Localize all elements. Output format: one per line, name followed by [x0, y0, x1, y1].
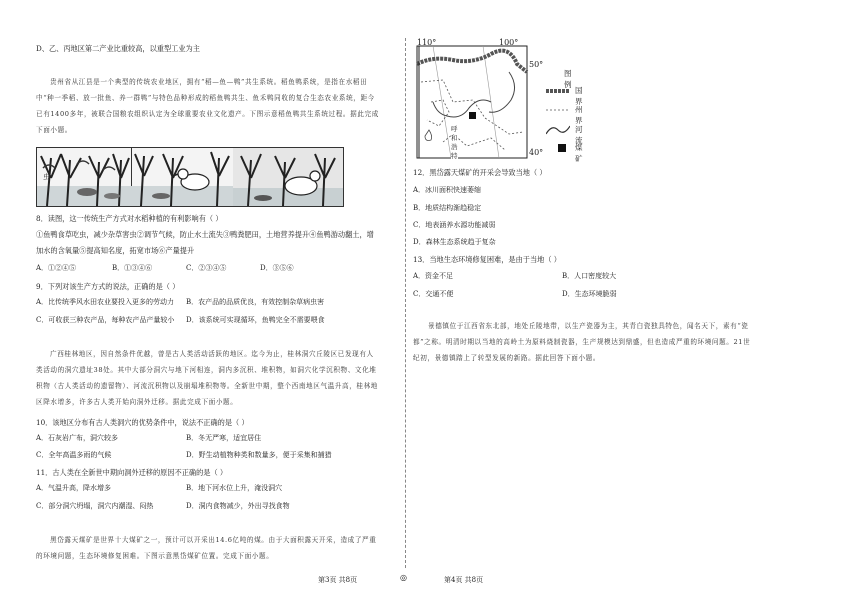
legend-river-icon	[546, 124, 570, 136]
passage2-line-2: 类活动的洞穴遗址38处。其中大部分洞穴与地下河相连，洞内多沉积、堆积物，如洞穴化学沉积物、文化堆	[36, 366, 377, 374]
q11-option-a[interactable]: A．气温升高，降水增多	[36, 484, 112, 492]
q8-detail-line-2: 加水的含氧量⑤提高知名度，拓宽市场⑥产量提升	[36, 246, 195, 255]
insect-label: 虫	[43, 173, 50, 181]
left-page	[0, 0, 405, 608]
passage1-line-3: 已有1400多年，被联合国粮农组织认定为全球重要农业文化遗产。下图示意稻鱼鸭共生系统过程。据此完成	[36, 110, 379, 118]
passage4-line-3: 纪初，景德镇踏上了转型发展的新路。据此回答下面小题。	[413, 354, 601, 362]
passage1-line-2: 中“种一季稻、放一批鱼、养一群鸭”与特色品种形成的稻鱼鸭共生、鱼禾鸭同收的复合生态农业系统，距今	[36, 94, 375, 102]
q10-option-a[interactable]: A．石灰岩广布，洞穴较多	[36, 434, 119, 442]
q13-option-d[interactable]: D．生态环境脆弱	[562, 290, 617, 298]
q11-option-d[interactable]: D．洞内食物减少，外出寻找食物	[186, 502, 290, 510]
q12-option-a[interactable]: A．冰川面积快速萎缩	[413, 186, 482, 194]
map-frame	[413, 42, 533, 162]
illustration-panel-2	[131, 148, 234, 206]
q12-option-d[interactable]: D．森林生态系统趋于复杂	[413, 238, 496, 246]
q9-option-a[interactable]: A．比传统季风水田农业要投入更多的劳动力	[36, 298, 175, 306]
passage2-line-3: 积物（古人类活动的遗留物）、河流沉积物以及崩塌堆积物等。全新世中期，整个西南地区气温升高，桂林地	[36, 382, 378, 390]
legend-label-state: 州界	[575, 105, 583, 125]
illustration-panel-3	[233, 148, 343, 206]
legend-border-icon	[546, 87, 570, 95]
map-label-lat-40: 40°	[529, 148, 544, 157]
passage3-line-1: 黑岱露天煤矿是世界十大煤矿之一，预计可以开采出14.6亿吨的煤。由于大面积露天开采，造成了严重	[50, 536, 377, 544]
passage1-line-1: 贵州省从江县是一个典型的传统农业地区，拥有“稻—鱼—鸭”共生系统。稻鱼鸭系统，是指在水稻田	[50, 78, 368, 86]
legend-label-coal-mine: 煤矿	[575, 143, 583, 163]
q8-option-c[interactable]: C．②③④⑤	[186, 264, 227, 272]
q9-stem: 9．下列对该生产方式的说法，正确的是（ ）	[36, 282, 180, 291]
q9-option-d[interactable]: D．该系统可实现循环，鱼鸭完全不需要喂食	[186, 316, 325, 324]
map-label-lat-50: 50°	[529, 60, 544, 69]
legend-label-border: 国界	[575, 86, 583, 106]
q8-option-a[interactable]: A．①②④⑤	[36, 264, 77, 272]
q12-option-c[interactable]: C．地表涵养水源功能减弱	[413, 221, 496, 229]
legend-label-river: 河流	[575, 125, 583, 145]
q12-stem: 12．黑岱露天煤矿的开采会导致当地（ ）	[413, 168, 547, 177]
map-label-lon-110: 110°	[417, 38, 437, 47]
q11-option-c[interactable]: C．部分洞穴坍塌，洞穴内潮湿、闷热	[36, 502, 154, 510]
passage2-line-4: 区降水增多，许多古人类开始向洞外迁移。据此完成下面小题。	[36, 398, 238, 406]
page-divider	[405, 38, 406, 568]
q11-stem: 11．古人类在全新世中期向洞外迁移的原因不正确的是（ ）	[36, 468, 228, 477]
q13-stem: 13．当地生态环境修复困难，是由于当地（ ）	[413, 255, 561, 264]
q13-option-c[interactable]: C．交通不便	[413, 290, 454, 298]
q8-stem: 8．读图，这一传统生产方式对水稻种植的有利影响有（ ）	[36, 214, 223, 223]
q10-stem: 10．该地区分布有古人类洞穴的优势条件中，说法不正确的是（ ）	[36, 418, 249, 427]
illustration-panel-1	[37, 148, 132, 206]
passage4-line-2: 都”之称。明清时期以当地的高岭土为原料烧制瓷器，生产规模达到鼎盛，但也造成严重的环境问题。21世	[413, 338, 751, 346]
q13-option-a[interactable]: A．资金不足	[413, 272, 454, 280]
passage1-line-4: 下面小题。	[36, 126, 72, 134]
q9-option-c[interactable]: C．可收获三种农产品，每种农产品产量较小	[36, 316, 175, 324]
q11-option-b[interactable]: B．地下河水位上升，淹没洞穴	[186, 484, 283, 492]
q12-option-b[interactable]: B．地质结构渐趋稳定	[413, 204, 482, 212]
q10-option-c[interactable]: C．全年高温多雨的气候	[36, 451, 112, 459]
passage4-line-1: 景德镇位于江西省东北部，地处丘陵地带，以生产瓷器为主，其青白瓷独具特色，闻名天下，素有“瓷	[428, 322, 749, 330]
rice-fish-duck-illustration	[36, 147, 344, 207]
map-label-hohhot: 呼和浩特	[451, 125, 458, 160]
q8-detail-line-1: ①鱼鸭食草吃虫，减少杂草害虫②调节气候，防止水土流失③鸭粪肥田，土地营养提升④鱼鸭游动翻土，增	[36, 230, 374, 239]
q8-option-b[interactable]: B．①③④⑥	[112, 264, 153, 272]
footer-mark: ◎	[400, 573, 407, 582]
right-page-number: 第4页 共8页	[444, 576, 484, 584]
map-label-lon-100: 100°	[499, 38, 519, 47]
q7-option-d: D、乙、丙地区第二产业比重较高，以重型工业为主	[36, 44, 200, 53]
passage3-line-2: 的环境问题，生态环境修复困难。下图示意黑岱煤矿位置。完成下面小题。	[36, 552, 274, 560]
q8-option-d[interactable]: D．③⑤⑥	[260, 264, 294, 272]
left-page-number: 第3页 共8页	[318, 576, 358, 584]
legend-state-line-icon	[546, 106, 570, 114]
q9-option-b[interactable]: B．农产品的品质优良，有效控制杂草病虫害	[186, 298, 325, 306]
q10-option-b[interactable]: B．冬无严寒，适宜居住	[186, 434, 262, 442]
legend-coal-mine-icon	[557, 143, 567, 153]
legend-title: 图 例	[564, 69, 572, 89]
q10-option-d[interactable]: D．野生动植物种类和数量多，便于采集和捕猎	[186, 451, 332, 459]
passage2-line-1: 广西桂林地区，因自然条件优越，曾是古人类活动活跃的地区。迄今为止，桂林洞穴丘陵区已发现有人	[50, 350, 374, 358]
q13-option-b[interactable]: B．人口密度较大	[562, 272, 617, 280]
